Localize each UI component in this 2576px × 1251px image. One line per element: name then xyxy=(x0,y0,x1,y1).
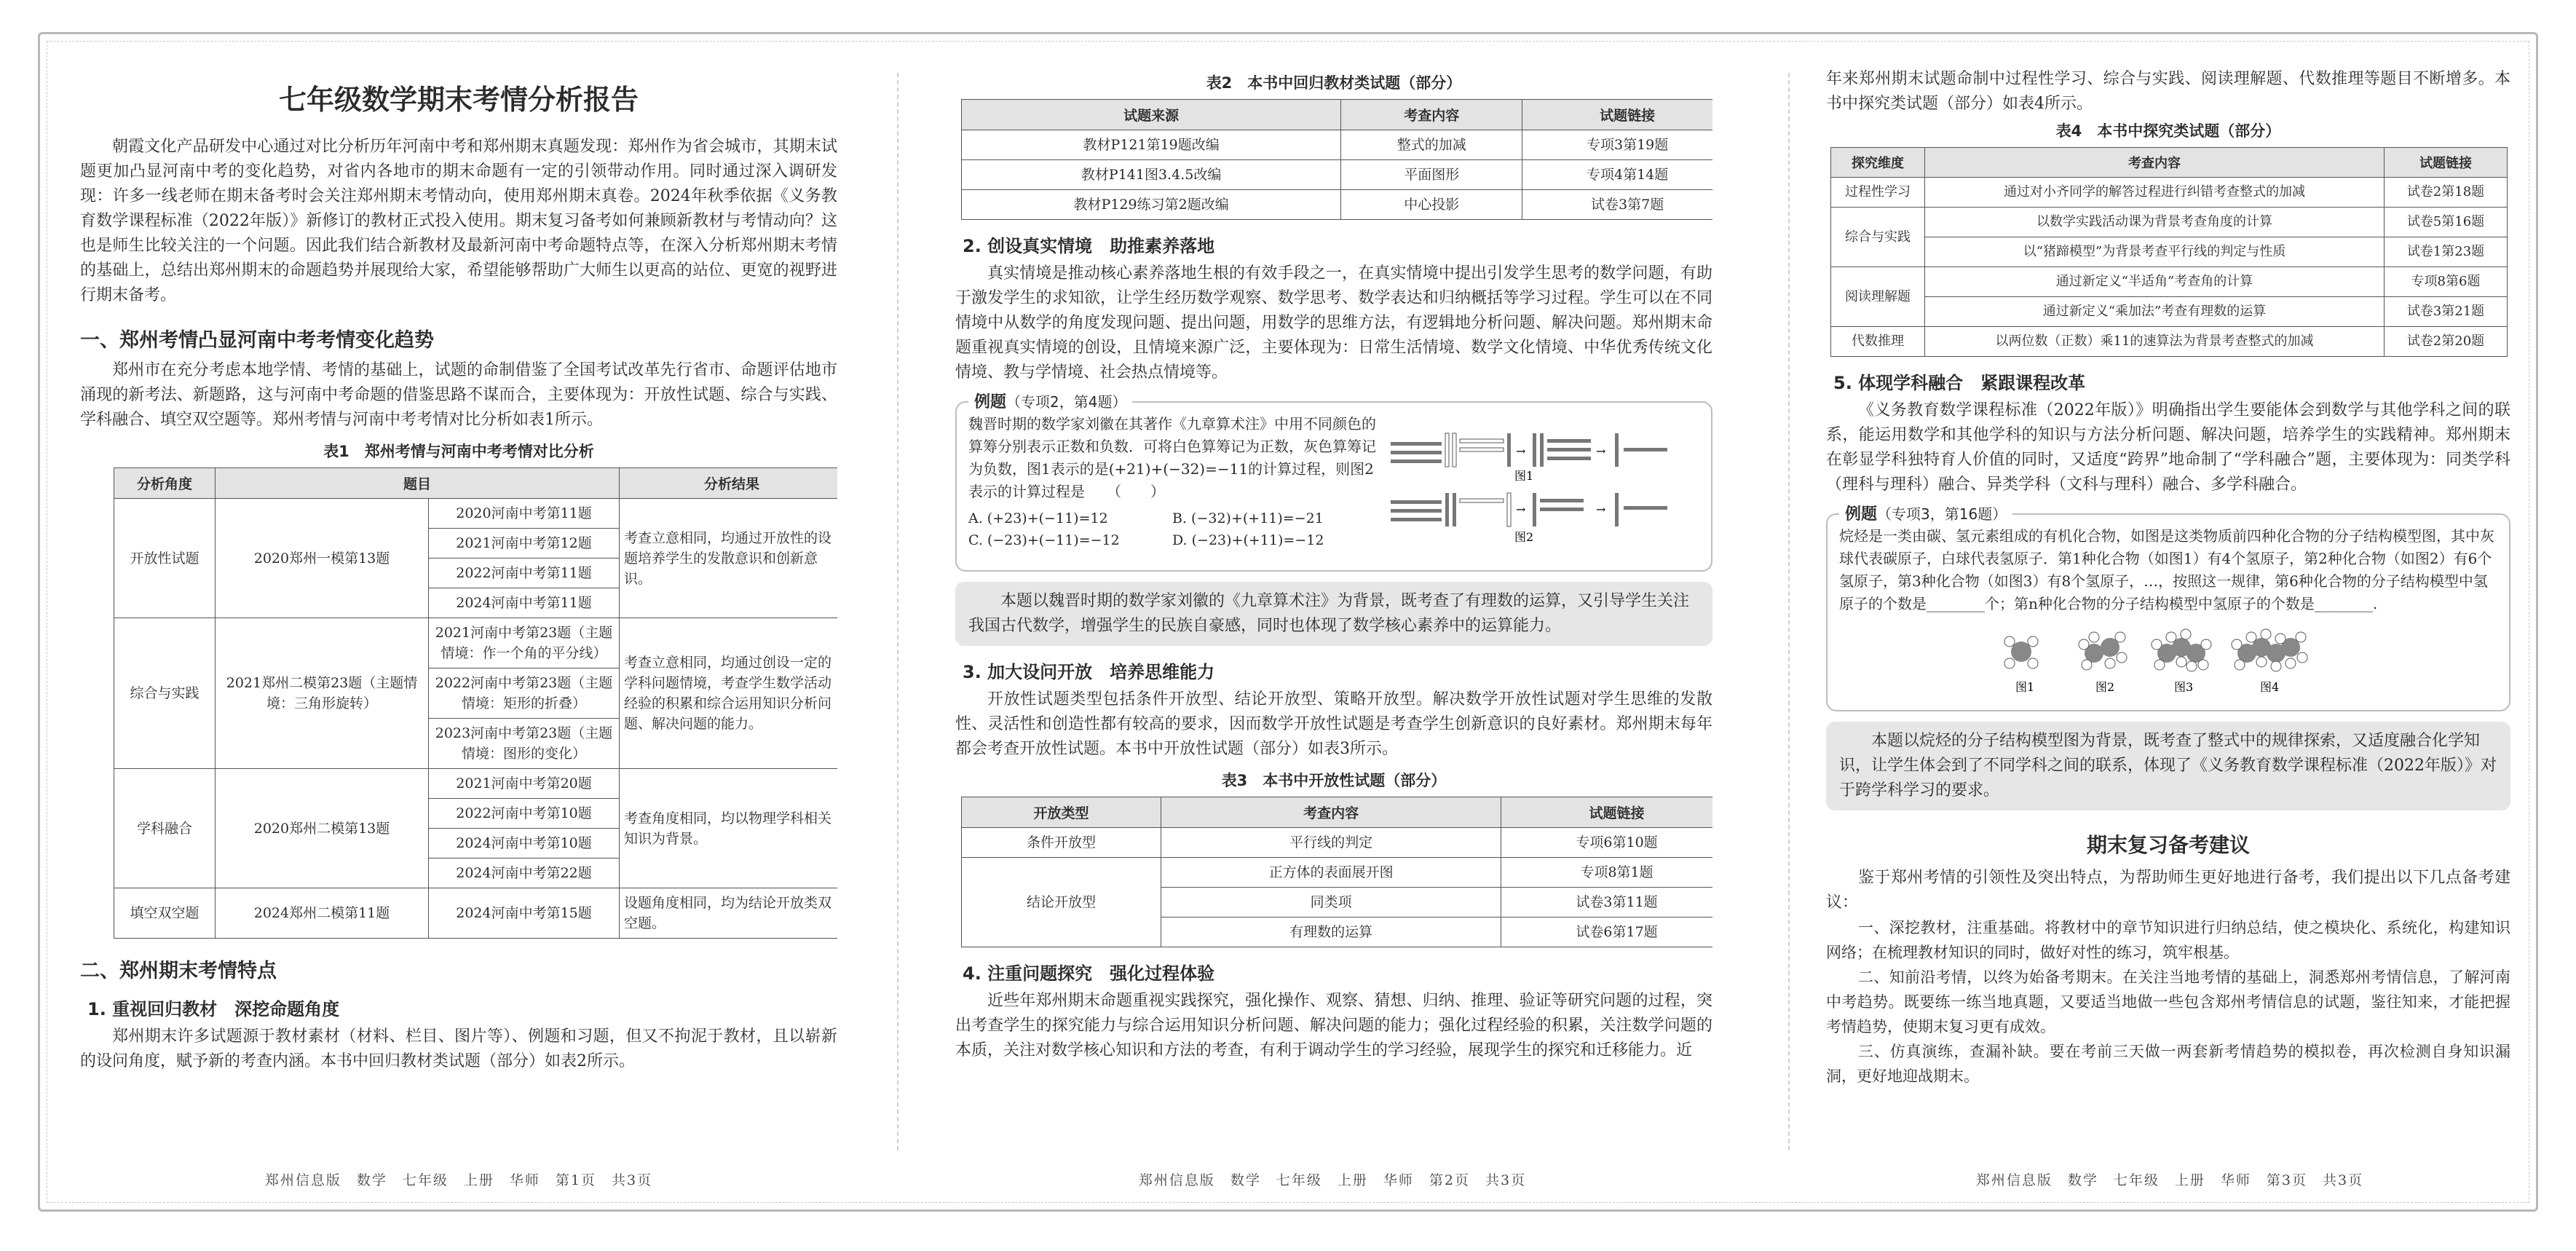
table-cell: 专项8第6题 xyxy=(2385,267,2508,297)
option-c: C. (−23)+(−11)=−12 xyxy=(968,532,1120,548)
table-cell: 2024郑州二模第11题 xyxy=(216,888,429,939)
table-cell: 开放性试题 xyxy=(114,499,216,618)
table-2-header: 考查内容 xyxy=(1341,100,1522,130)
table-3-header: 考查内容 xyxy=(1161,797,1501,828)
table-cell: 试卷3第7题 xyxy=(1522,190,1712,220)
table-cell: 以“猪蹄模型”为背景考查平行线的判定与性质 xyxy=(1925,237,2385,267)
table-cell: 同类项 xyxy=(1161,888,1501,917)
table-cell: 专项6第10题 xyxy=(1501,828,1712,858)
table-cell: 2020郑州一模第13题 xyxy=(216,499,429,618)
section-2-heading: 二、郑州期末考情特点 xyxy=(80,960,277,982)
table-cell: 整式的加减 xyxy=(1341,130,1522,160)
table-cell: 填空双空题 xyxy=(114,888,216,939)
table-cell: 2022河南中考第10题 xyxy=(429,799,620,829)
table-3-header: 试题链接 xyxy=(1501,797,1712,828)
molecule-1 xyxy=(2004,636,2038,668)
subsection-5-paragraph: 《义务教育数学课程标准（2022年版）》明确指出学生要能体会到数学与其他学科之间的联系，能运用数学和其他学科的知识与方法分析问题、解决问题，培养学生的实践精神。郑州期末在彰显学科独特育人价值的同时，又适度“跨界”地命制了“学科融合”题，主要体现为：同类学科（理科与理科）融合、异类学科（文科与理科）融合、多学科融合。 xyxy=(1826,401,2510,494)
table-4 xyxy=(1830,147,2508,357)
table-3 xyxy=(961,797,1712,947)
example-box-2 xyxy=(1826,505,2510,711)
figure-2-rods xyxy=(1391,493,1667,526)
table-cell: 设题角度相同，均为结论开放类双空题。 xyxy=(620,888,838,939)
table-cell: 学科融合 xyxy=(114,769,216,888)
table-cell: 2021河南中考第20题 xyxy=(429,769,620,799)
example-2-commentary: 本题以烷烃的分子结构模型图为背景，既考查了整式中的规律探索，又适度融合化学知识，让学生体会到了不同学科之间的联系，体现了《义务教育数学课程标准（2022年版）》对于跨学科学习的要求。 xyxy=(1826,722,2510,810)
table-cell: 过程性学习 xyxy=(1831,178,1925,208)
advice-item: 一、深挖教材，注重基础。将教材中的章节知识进行归纳总结，使之模块化、系统化，构建知识网络；在梳理教材知识的同时，做好对性的练习，筑牢根基。 xyxy=(1826,919,2510,961)
molecule-label: 图1 xyxy=(2015,680,2035,694)
table-cell: 通过对小齐同学的解答过程进行纠错考查整式的加减 xyxy=(1925,178,2385,208)
option-d: D. (−23)+(+11)=−12 xyxy=(1172,532,1324,548)
table-cell: 考查立意相同，均通过开放性的设题培养学生的发散意识和创新意识。 xyxy=(620,499,838,618)
molecule-label: 图2 xyxy=(2095,680,2115,694)
example-tag xyxy=(968,390,1132,412)
table-cell: 以数学实践活动课为背景考查角度的计算 xyxy=(1925,208,2385,237)
table-4-header: 试题链接 xyxy=(2385,148,2508,178)
table-cell: 2024河南中考第15题 xyxy=(429,888,620,939)
example-source: （专项2，第4题） xyxy=(1006,393,1127,411)
example-box-1 xyxy=(955,393,1712,572)
table-cell: 通过新定义“乘加法”考查有理数的运算 xyxy=(1925,297,2385,327)
table-4-header: 探究维度 xyxy=(1831,148,1925,178)
subsection-1-heading: 1. 重视回归教材 深挖命题角度 xyxy=(87,999,340,1019)
table-1 xyxy=(114,467,837,939)
table-1-header: 分析角度 xyxy=(114,468,216,499)
molecule-label: 图4 xyxy=(2260,680,2280,694)
table-cell: 平面图形 xyxy=(1341,160,1522,190)
counting-rods-svg xyxy=(1383,413,1712,559)
table-2-header: 试题链接 xyxy=(1522,100,1712,130)
table-cell: 正方体的表面展开图 xyxy=(1161,858,1501,888)
table-cell: 2023河南中考第23题（主题情境：图形的变化） xyxy=(429,719,620,769)
table-1-header: 题目 xyxy=(216,468,620,499)
section-1-heading: 一、郑州考情凸显河南中考考情变化趋势 xyxy=(80,329,434,352)
table-cell: 2022河南中考第23题（主题情境：矩形的折叠） xyxy=(429,668,620,719)
table-4-caption: 表4 本书中探究类试题（部分） xyxy=(2055,122,2281,140)
svg-text:→: → xyxy=(1516,444,1526,458)
column-divider xyxy=(1788,73,1790,1151)
table-cell: 综合与实践 xyxy=(114,618,216,769)
table-cell: 试卷2第20题 xyxy=(2385,327,2508,357)
column-1 xyxy=(80,67,837,1145)
table-1-header: 分析结果 xyxy=(620,468,838,499)
figure-2-label: 图2 xyxy=(1514,530,1534,544)
table-4-header: 考查内容 xyxy=(1925,148,2385,178)
table-cell: 平行线的判定 xyxy=(1161,828,1501,858)
example-text: 魏晋时期的数学家刘徽在其著作《九章算术注》中用不同颜色的算筹分别表示正数和负数．可将白色算筹记为正数，灰色算筹记为负数，图1表示的是(+21)+(−32)=−11的计算过程，则图2表示的计算过程是 （ ） xyxy=(968,415,1376,500)
page-footer-2: 郑州信息版 数学 七年级 上册 华师 第2页 共3页 xyxy=(1138,1172,1527,1188)
table-2-header: 试题来源 xyxy=(962,100,1341,130)
table-cell: 通过新定义“半适角”考查角的计算 xyxy=(1925,267,2385,297)
column-divider xyxy=(897,73,898,1151)
advice-intro: 鉴于郑州考情的引领性及突出特点，为帮助师生更好地进行备考，我们提出以下几点备考建议： xyxy=(1826,869,2510,912)
table-3-header: 开放类型 xyxy=(962,797,1161,828)
svg-text:→: → xyxy=(1596,444,1606,458)
advice-item: 二、知前沿考情，以终为始备考期末。在关注当地考情的基础上，洞悉郑州考情信息，了解河南中考趋势。既要练一练当地真题，又要适当地做一些包含郑州考情信息的试题，鉴往知来，才能把握考情趋势，使期末复习更有成效。 xyxy=(1826,968,2510,1035)
molecule-2 xyxy=(2079,632,2127,670)
subsection-1-paragraph: 郑州期末许多试题源于教材素材（材料、栏目、图片等）、例题和习题，但又不拘泥于教材，且以崭新的设问角度，赋予新的考查内涵。本书中回归教材类试题（部分）如表2所示。 xyxy=(80,1027,837,1070)
table-1-caption: 表1 郑州考情与河南中考考情对比分析 xyxy=(323,443,594,460)
svg-text:→: → xyxy=(1516,502,1526,516)
molecule-figures xyxy=(1839,615,2480,703)
example-tag xyxy=(1839,502,2012,524)
table-cell: 中心投影 xyxy=(1341,190,1522,220)
subsection-5-heading: 5. 体现学科融合 紧跟课程改革 xyxy=(1833,373,2086,393)
table-cell: 2021河南中考第23题（主题情境：作一个角的平分线） xyxy=(429,618,620,668)
table-cell: 2024河南中考第10题 xyxy=(429,829,620,859)
subsection-4-heading: 4. 注重问题探究 强化过程体验 xyxy=(963,963,1215,984)
table-cell: 教材P129练习第2题改编 xyxy=(962,190,1341,220)
table-cell: 教材P121第19题改编 xyxy=(962,130,1341,160)
table-cell: 2024河南中考第11题 xyxy=(429,588,620,618)
table-cell: 2022河南中考第11题 xyxy=(429,559,620,588)
table-cell: 专项8第1题 xyxy=(1501,858,1712,888)
table-2-caption: 表2 本书中回归教材类试题（部分） xyxy=(1206,74,1462,92)
table-cell: 试卷6第17题 xyxy=(1501,917,1712,947)
table-cell: 2020郑州二模第13题 xyxy=(216,769,429,888)
table-cell: 专项4第14题 xyxy=(1522,160,1712,190)
table-cell: 2021郑州二模第23题（主题情境：三角形旋转） xyxy=(216,618,429,769)
section-1-paragraph: 郑州市在充分考虑本地学情、考情的基础上，试题的命制借鉴了全国考试改革先行省市、命题评估地市涌现的新考法、新题路，这与河南中考命题的借鉴思路不谋而合，主要体现为：开放性试题、综合与实践、学科融合、填空双空题等。郑州考情与河南中考考情对比分析如表1所示。 xyxy=(80,361,837,429)
subsection-2-paragraph: 真实情境是推动核心素养落地生根的有效手段之一，在真实情境中提出引发学生思考的数学问题，有助于激发学生的求知欲，让学生经历数学观察、数学思考、数学表达和归纳概括等学习过程。学生可以在不同情境中从数学的角度发现问题、提出问题，用数学的思维方法，有逻辑地分析问题、解决问题。郑州期末命题重视真实情境的创设，且情境来源广泛，主要体现为：日常生活情境、数学文化情境、中华优秀传统文化情境、教与学情境、社会热点情境等。 xyxy=(955,264,1712,382)
example-label: 例题 xyxy=(974,393,1007,411)
page-footer-3: 郑州信息版 数学 七年级 上册 华师 第3页 共3页 xyxy=(1975,1172,2364,1188)
table-cell: 考查立意相同，均通过创设一定的学科问题情境，考查学生数学活动经验的积累和综合运用知识分析问题、解决问题的能力。 xyxy=(620,618,838,769)
subsection-2-heading: 2. 创设真实情境 助推素养落地 xyxy=(963,236,1215,256)
molecule-4 xyxy=(2232,629,2307,671)
table-cell: 考查角度相同，均以物理学科相关知识为背景。 xyxy=(620,769,838,888)
figure-1-rods xyxy=(1391,433,1667,467)
table-3-caption: 表3 本书中开放性试题（部分） xyxy=(1221,772,1447,789)
report-title: 七年级数学期末考情分析报告 xyxy=(278,84,639,116)
table-cell: 专项3第19题 xyxy=(1522,130,1712,160)
table-cell: 教材P141图3.4.5改编 xyxy=(962,160,1341,190)
example-1-commentary: 本题以魏晋时期的数学家刘徽的《九章算术注》为背景，既考查了有理数的运算，又引导学生关注我国古代数学，增强学生的民族自豪感，同时也体现了数学核心素养中的运算能力。 xyxy=(955,582,1712,646)
example-options xyxy=(968,508,1376,551)
table-cell: 2021河南中考第12题 xyxy=(429,529,620,559)
page-footer-1: 郑州信息版 数学 七年级 上册 华师 第1页 共3页 xyxy=(264,1172,653,1188)
table-cell: 条件开放型 xyxy=(962,828,1161,858)
advice-heading: 期末复习备考建议 xyxy=(2086,833,2250,857)
table-cell: 结论开放型 xyxy=(962,858,1161,947)
option-b: B. (−32)+(+11)=−21 xyxy=(1172,510,1324,526)
figure-1-label: 图1 xyxy=(1514,469,1534,483)
molecule-3 xyxy=(2152,629,2211,671)
table-cell: 代数推理 xyxy=(1831,327,1925,357)
table-cell: 试卷3第21题 xyxy=(2385,297,2508,327)
svg-text:→: → xyxy=(1596,502,1606,516)
column-2 xyxy=(955,67,1712,1145)
counting-rods-figures xyxy=(1376,413,1712,561)
table-cell: 有理数的运算 xyxy=(1161,917,1501,947)
column-3 xyxy=(1826,67,2510,1145)
table-cell: 综合与实践 xyxy=(1831,208,1925,267)
molecule-label: 图3 xyxy=(2174,680,2194,694)
option-a: A. (+23)+(−11)=12 xyxy=(968,510,1108,526)
subsection-4-paragraph: 近些年郑州期末命题重视实践探究，强化操作、观察、猜想、归纳、推理、验证等研究问题的过程，突出考查学生的探究能力与综合运用知识分析问题、解决问题的能力；强化过程经验的积累，关注数学问题的本质，关注对数学核心知识和方法的考查，有利于调动学生的学习经验，展现学生的探究和迁移能力。近 xyxy=(955,992,1712,1059)
example-text: 烷烃是一类由碳、氢元素组成的有机化合物，如图是这类物质前四种化合物的分子结构模型图，其中灰球代表碳原子，白球代表氢原子．第1种化合物（如图1）有4个氢原子，第2种化合物（如图2）有6个氢原子，第3种化合物（如图3）有8个氢原子，…，按照这一规律，第6种化合物的分子结构模型中氢原子的个数是________个；第n种化合物的分子结构模型中氢原子的个数是________. xyxy=(1839,527,2494,612)
subsection-3-paragraph: 开放性试题类型包括条件开放型、结论开放型、策略开放型。解决数学开放性试题对学生思维的发散性、灵活性和创造性都有较高的要求，因而数学开放性试题是考查学生创新意识的良好素材。郑州期末每年都会考查开放性试题。本书中开放性试题（部分）如表3所示。 xyxy=(955,690,1712,758)
table-cell: 2020河南中考第11题 xyxy=(429,499,620,529)
table-2 xyxy=(961,99,1712,220)
table-cell: 试卷3第11题 xyxy=(1501,888,1712,917)
example-source: （专项3，第16题） xyxy=(1877,505,2007,523)
intro-paragraph: 朝霞文化产品研发中心通过对比分析历年河南中考和郑州期末真题发现：郑州作为省会城市，其期末试题更加凸显河南中考的变化趋势，对省内各地市的期末命题有一定的引领带动作用。同时通过深入调研发现：许多一线老师在期末备考时会关注郑州期末考情动向，使用郑州期末真卷。2024年秋季依据《义务教育数学课程标准（2022年版）》新修订的教材正式投入使用。期末复习备考如何兼顾新教材与考情动向？这也是师生比较关注的一个问题。因此我们结合新教材及最新河南中考命题特点等，在深入分析郑州期末考情的基础上，总结出郑州期末的命题趋势并展现给大家，希望能够帮助广大师生以更高的站位、更宽的视野进行期末备考。 xyxy=(80,138,837,304)
advice-item: 三、仿真演练，查漏补缺。要在考前三天做一两套新考情趋势的模拟卷，再次检测自身知识漏洞，更好地迎战期末。 xyxy=(1826,1043,2510,1085)
table-cell: 以两位数（正数）乘11的速算法为背景考查整式的加减 xyxy=(1925,327,2385,357)
table-cell: 2024河南中考第22题 xyxy=(429,859,620,888)
table-cell: 试卷5第16题 xyxy=(2385,208,2508,237)
table-cell: 阅读理解题 xyxy=(1831,267,1925,327)
table-cell: 试卷2第18题 xyxy=(2385,178,2508,208)
continued-paragraph: 年来郑州期末试题命制中过程性学习、综合与实践、阅读理解题、代数推理等题目不断增多。本书中探究类试题（部分）如表4所示。 xyxy=(1826,70,2510,113)
example-label: 例题 xyxy=(1845,505,1878,524)
table-cell: 试卷1第23题 xyxy=(2385,237,2508,267)
subsection-3-heading: 3. 加大设问开放 培养思维能力 xyxy=(963,662,1215,682)
